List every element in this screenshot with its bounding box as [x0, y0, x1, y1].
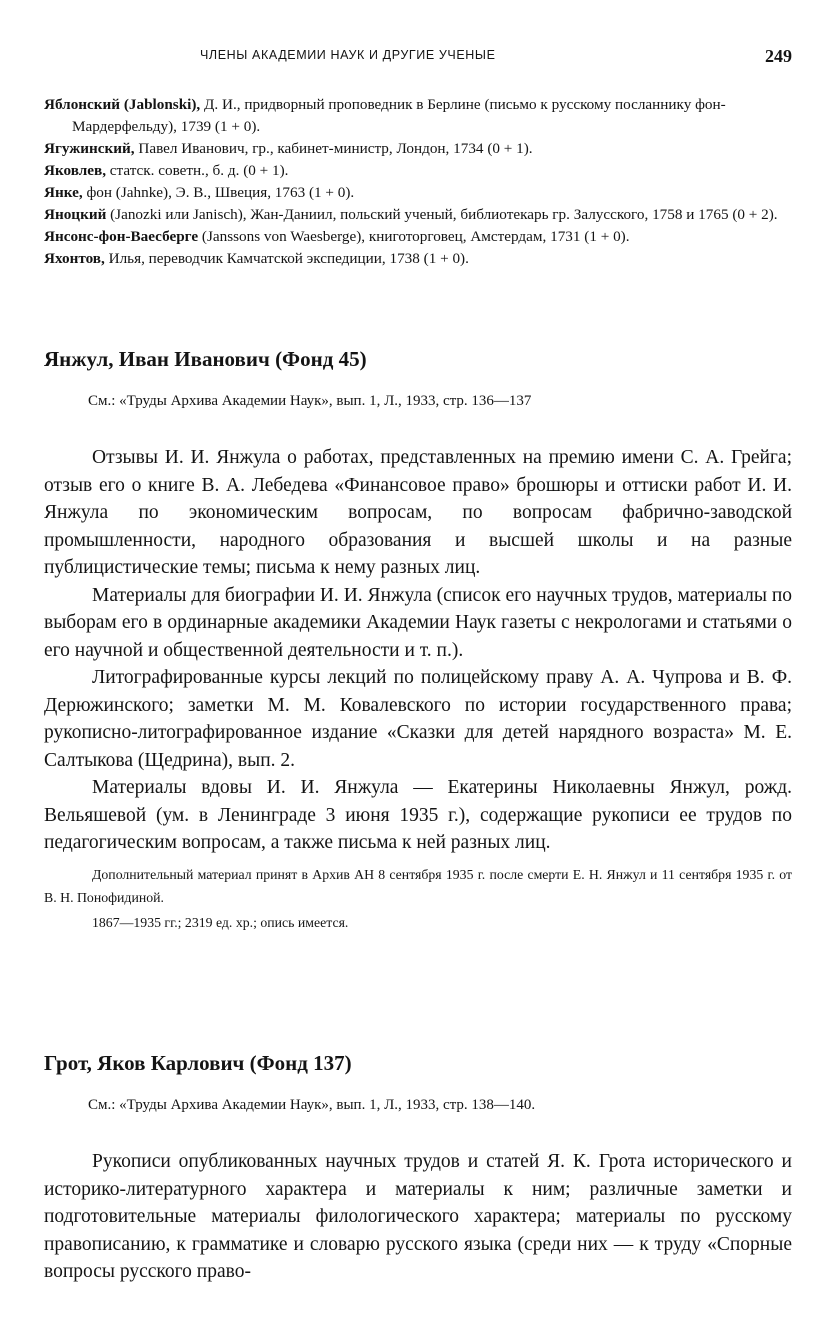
index-entry [44, 248, 792, 270]
fond-section-grot [44, 1048, 792, 1286]
entry-name: Яблонский (Jablonski), [44, 96, 201, 113]
paragraph: Литографированные курсы лекций по полицейскому праву А. А. Чупрова и В. Ф. Дерюжинского; заметки М. М. Ковалевского по истории государственного права; рукописно-литографированное издание «Сказки для детей нарядного возраста» М. Е. Салтыкова (Щедрина), вып. 2. [44, 667, 792, 771]
entry-text: Павел Иванович, гр., кабинет-министр, Лондон, 1734 (0 + 1). [138, 140, 533, 157]
index-list [44, 94, 792, 270]
fond-number: (Фонд 137) [249, 1051, 352, 1075]
fond-section-yanzhul [44, 344, 792, 934]
entry-text: Д. И., придворный проповедник в Берлине (письмо к русскому посланнику фон-Мардерфельду), 1739 (1 + 0). [72, 96, 726, 135]
entry-name: Янке, [44, 184, 83, 201]
running-title: ЧЛЕНЫ АКАДЕМИИ НАУК И ДРУГИЕ УЧЕНЫЕ [200, 48, 496, 62]
entry-text: фон (Jahnke), Э. В., Швеция, 1763 (1 + 0). [86, 184, 355, 201]
index-entry [44, 182, 792, 204]
person-name: Янжул, Иван Иванович [44, 347, 270, 371]
entry-text: (Janozki или Janisch), Жан-Даниил, польский ученый, библиотекарь гр. Залусского, 1758 и 1765 (0 + 2). [110, 206, 778, 223]
entry-name: Янсонс-фон-Ваесберге [44, 228, 199, 245]
index-entry [44, 204, 792, 226]
index-entry [44, 160, 792, 182]
entry-text: статск. советн., б. д. (0 + 1). [109, 162, 289, 179]
entry-text: Илья, переводчик Камчатской экспедиции, 1738 (1 + 0). [108, 250, 469, 267]
fond-reference: См.: «Труды Архива Академии Наук», вып. 1, Л., 1933, стр. 138—140. [88, 1097, 536, 1113]
paragraph: Рукописи опубликованных научных трудов и статей Я. К. Грота исторического и историко-литературного характера и материалы к ним; различные заметки и подготовительные материалы филологического характера; материалы по русскому правописанию, к грамматике и словарю русского языка (среди них — к труду «Спорные вопросы русского право- [44, 1151, 792, 1282]
index-entry [44, 226, 792, 248]
page-number: 249 [765, 46, 792, 66]
fond-heading [44, 344, 792, 374]
entry-name: Яхонтов, [44, 250, 105, 267]
entry-name: Яноцкий [44, 206, 107, 223]
paragraph: Материалы вдовы И. И. Янжула — Екатерины Николаевны Янжул, рожд. Вельяшевой (ум. в Ленинграде 3 июня 1935 г.), содержащие рукописи ее трудов по педагогическим вопросам, а также письма к ней разных лиц. [44, 777, 792, 853]
entry-text: (Janssons von Waesberge), книготорговец, Амстердам, 1731 (1 + 0). [201, 228, 630, 245]
paragraph: Материалы для биографии И. И. Янжула (список его научных трудов, материалы по выборам его в ординарные академики Академии Наук газеты с некрологами и статьями о его научной и общественной деятельности и т. п.). [44, 584, 792, 661]
fond-number: (Фонд 45) [275, 347, 367, 371]
index-entry [44, 94, 792, 138]
page-header [40, 44, 792, 68]
paragraph: Отзывы И. И. Янжула о работах, представленных на премию имени С. А. Грейга; отзыв его о книге В. А. Лебедева «Финансовое право» брошюры и оттиски работ И. И. Янжула по экономическим вопросам, по вопросам фабрично-заводской промышленности, народного образования и высшей школы и на разные публицистические темы; письма к нему разных лиц. [44, 447, 792, 578]
entry-name: Ягужинский, [44, 140, 135, 157]
additional-material-note: Дополнительный материал принят в Архив АН 8 сентября 1935 г. после смерти Е. Н. Янжул и 11 сентября 1935 г. от В. Н. Понофидиной. [44, 866, 792, 905]
holdings-note: 1867—1935 гг.; 2319 ед. хр.; опись имеется. [92, 914, 349, 930]
index-entry [44, 138, 792, 160]
fond-reference: См.: «Труды Архива Академии Наук», вып. 1, Л., 1933, стр. 136—137 [88, 393, 532, 409]
fond-heading [44, 1048, 792, 1078]
person-name: Грот, Яков Карлович [44, 1051, 245, 1075]
entry-name: Яковлев, [44, 162, 106, 179]
